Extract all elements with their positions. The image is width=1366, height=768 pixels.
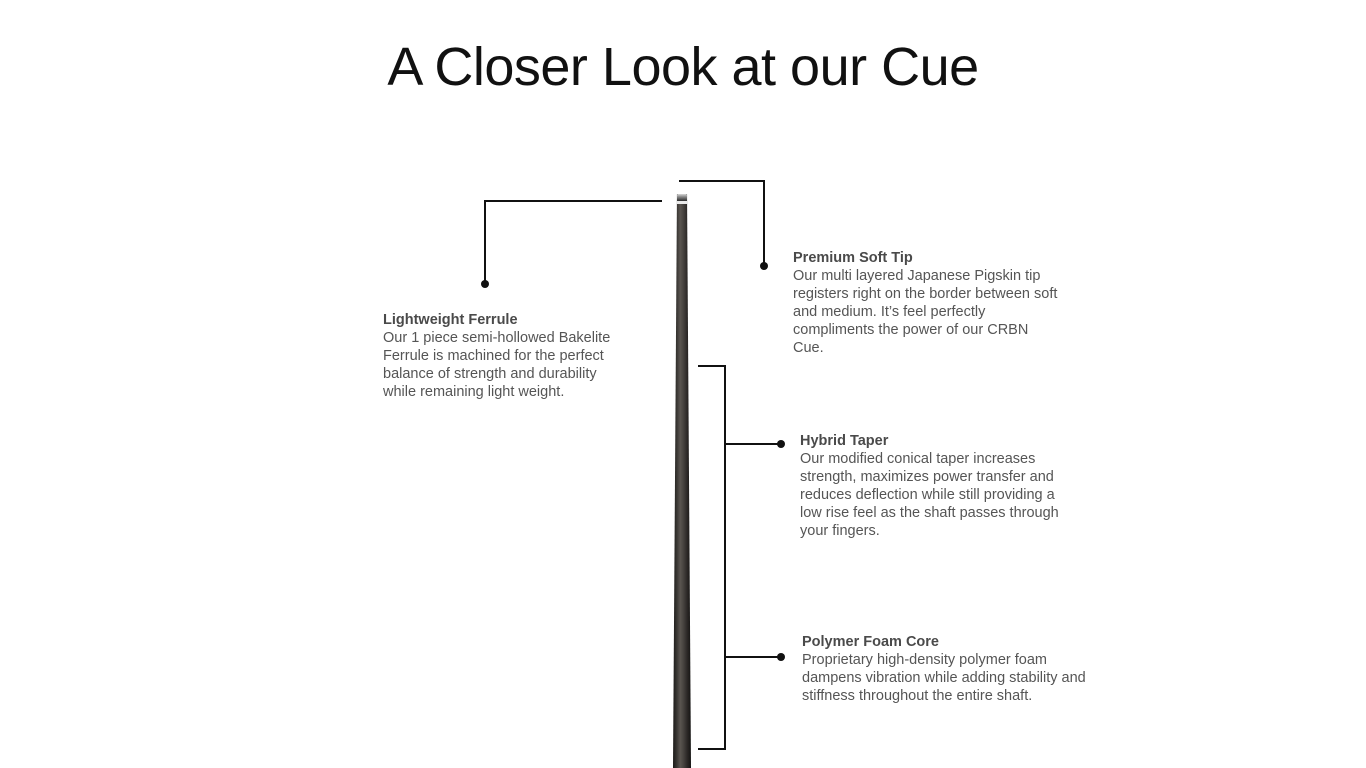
feature-core-title: Polymer Foam Core [802, 634, 939, 650]
taper-bracket-line [698, 366, 725, 575]
core-bracket-line [698, 540, 725, 749]
feature-tip [793, 249, 1058, 357]
feature-core [802, 633, 1092, 705]
feature-core-description: Proprietary high-density polymer foam dampens vibration while adding stability and stiffness throughout the entire shaft. [802, 652, 1086, 704]
page-title: A Closer Look at our Cue [387, 37, 979, 97]
taper-callout-dot [777, 440, 785, 448]
ferrule-callout-line [485, 201, 662, 284]
feature-tip-title: Premium Soft Tip [793, 250, 913, 266]
core-callout-dot [777, 653, 785, 661]
feature-ferrule-description: Our 1 piece semi-hollowed Bakelite Ferrule is machined for the perfect balance of strength and durability while remaining light weight. [383, 330, 611, 400]
feature-taper-title: Hybrid Taper [800, 433, 889, 449]
ferrule-callout-dot [481, 280, 489, 288]
feature-taper-description: Our modified conical taper increases strength, maximizes power transfer and reduces deflection while still providing a low rise feel as the shaft passes through your fingers. [800, 451, 1059, 539]
feature-taper [800, 432, 1080, 540]
feature-tip-description: Our multi layered Japanese Pigskin tip registers right on the border between soft and medium. It’s feel perfectly compliments the power of our CRBN Cue. [793, 268, 1058, 356]
tip-callout-line [679, 181, 764, 266]
feature-ferrule [383, 311, 628, 401]
tip-callout-dot [760, 262, 768, 270]
feature-ferrule-title: Lightweight Ferrule [383, 312, 518, 328]
